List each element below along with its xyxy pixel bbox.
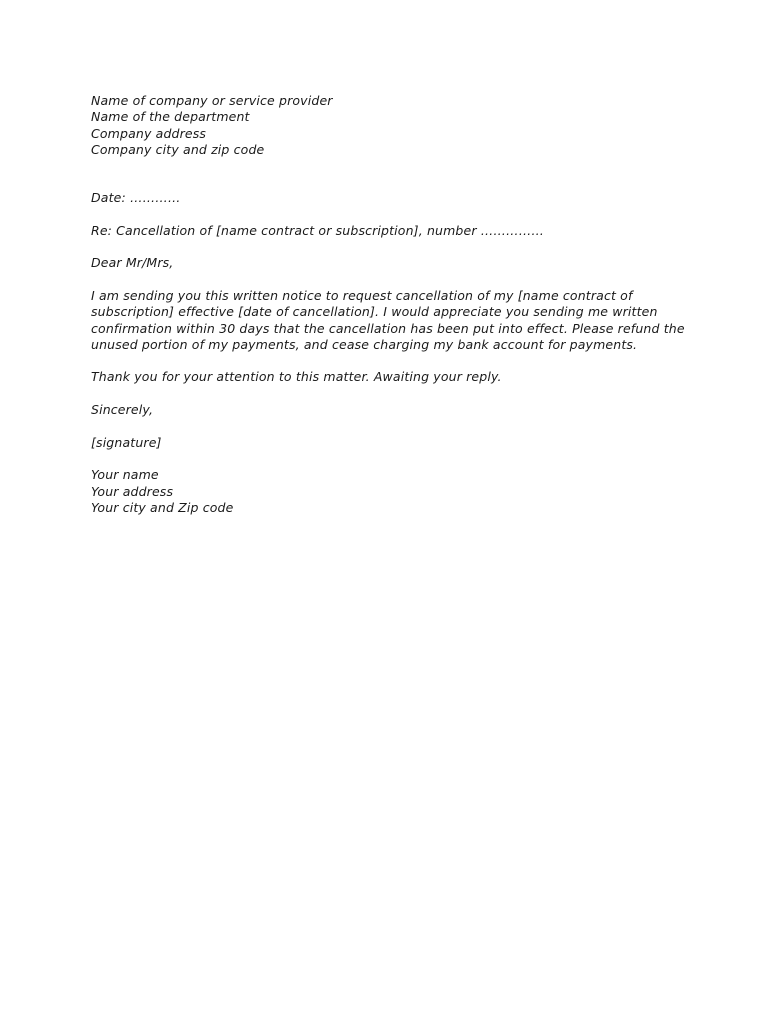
sender-name: Your name — [91, 467, 159, 483]
salutation: Dear Mr/Mrs, — [91, 255, 174, 271]
subject-line: Re: Cancellation of [name contract or subscription], number …………… — [91, 222, 545, 238]
sender-address-block — [91, 467, 691, 516]
body-line: subscription] effective [date of cancellation]. I would appreciate you sending me written — [91, 304, 658, 320]
date-line: Date: ………… — [91, 190, 181, 206]
closing: Sincerely, — [91, 402, 154, 418]
recipient-department: Name of the department — [91, 109, 250, 125]
body-paragraph — [91, 288, 691, 353]
recipient-city-zip: Company city and zip code — [91, 141, 265, 157]
sender-address: Your address — [91, 483, 174, 499]
thanks-paragraph: Thank you for your attention to this matter. Awaiting your reply. — [91, 369, 502, 385]
letter-body — [91, 93, 691, 516]
body-line: confirmation within 30 days that the cancellation has been put into effect. Please refund the — [91, 320, 685, 336]
body-line: unused portion of my payments, and cease charging my bank account for payments. — [91, 336, 638, 352]
body-line: I am sending you this written notice to request cancellation of my [name contract of — [91, 287, 633, 303]
recipient-address-block — [91, 93, 691, 158]
recipient-company-name: Name of company or service provider — [91, 93, 333, 108]
sender-city-zip: Your city and Zip code — [91, 499, 234, 515]
signature-placeholder: [signature] — [91, 434, 162, 450]
recipient-address: Company address — [91, 125, 207, 141]
